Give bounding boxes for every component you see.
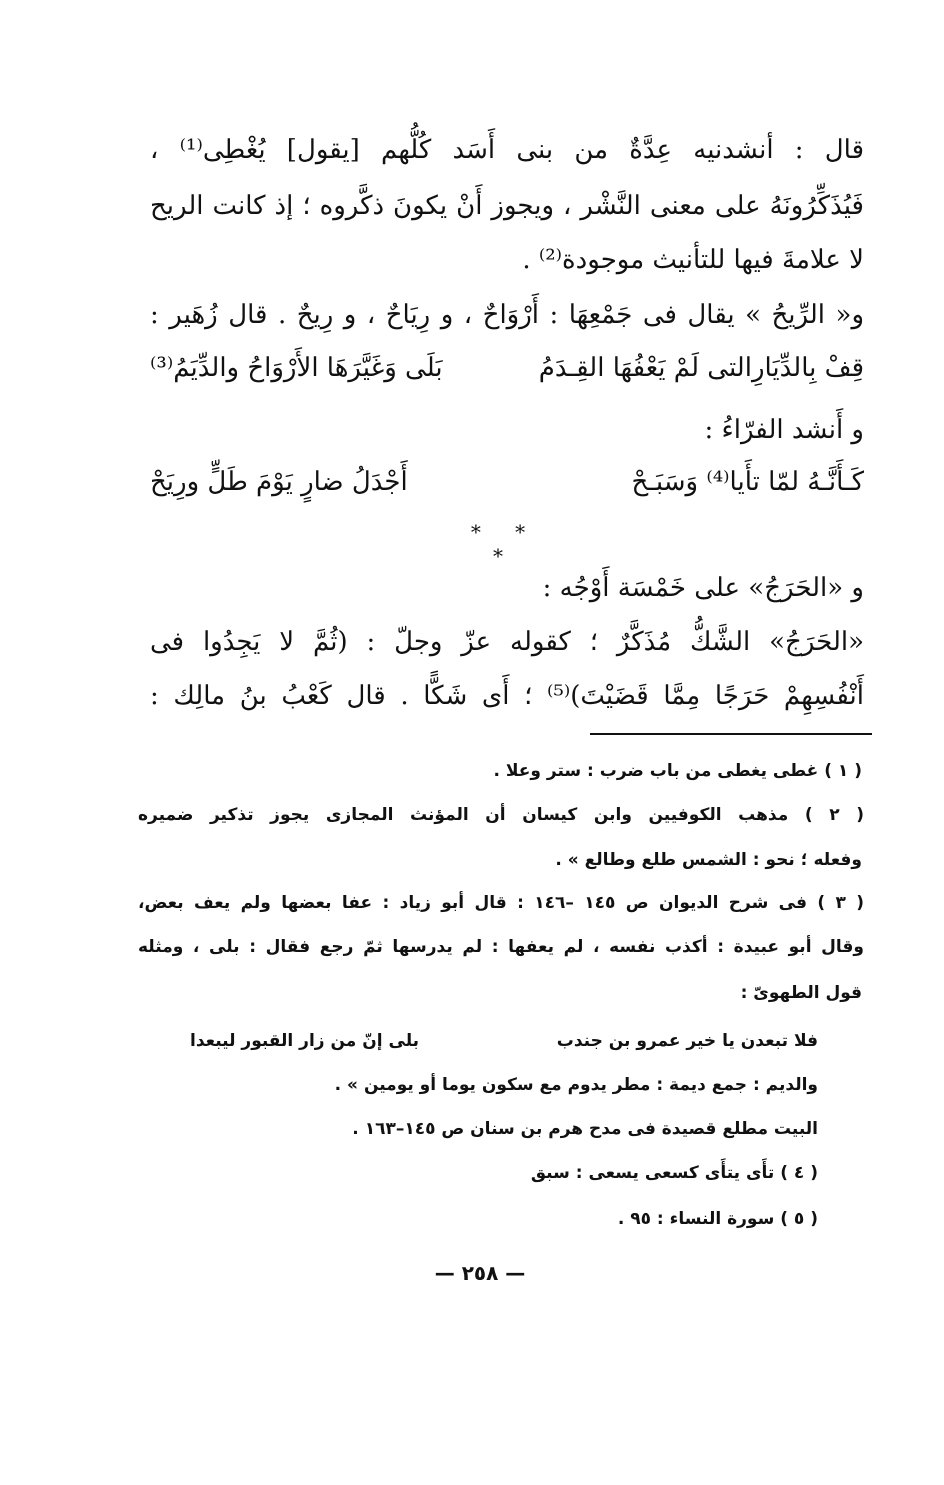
footnote-3-line: وقال أبو عبيدة : أكذب نفسه ، لم يعفها : لم يدرسها ثمّ رجع فقال : بلى ، ومثله <box>138 937 864 957</box>
footnote-5: ( ٥ ) سورة النساء : ٩٥ . <box>617 1209 818 1229</box>
footnote-3-line: والديم : جمع ديمة : مطر يدوم مع سكون يوما أو يومين » . <box>334 1075 818 1095</box>
body-line: و« الرِّيحُ » يقال فى جَمْعِهَا : أَرْوَاحٌ ، و رِيَاحٌ ، و رِيحٌ . قال زُهَير : <box>150 300 864 330</box>
body-line: قال : أنشدنيه عِدَّةٌ من بنى أَسَد كُلُّهم [يقول] يُغْطِى⁽¹⁾ ، <box>150 135 864 165</box>
body-line: و «الحَرَجُ» على خَمْسَة أَوْجُه : <box>542 573 864 603</box>
verse-hemistich-first: قِفْ بِالدِّيَارِالتى لَمْ يَعْفُهَا القِـدَمُ <box>538 353 864 383</box>
verse-hemistich-second: أَجْدَلُ ضارٍ يَوْمَ طَلٍّ ورِيَحْ <box>150 467 408 497</box>
verse-hemistich-first: كَـأَنَّـهُ لمّا تأَيا⁽⁴⁾ وَسَبَـحْ <box>631 467 864 497</box>
footnote-2-line: وفعله ؛ نحو : الشمس طلع وطالع » . <box>555 850 862 870</box>
footnote-verse-second: بلى إنّ من زار القبور ليبعدا <box>190 1031 420 1051</box>
footnote-verse-first: فلا تبعدن يا خير عمرو بن جندب <box>556 1031 818 1051</box>
verse-hemistich-second: بَلَى وَغَيَّرَهَا الأَرْوَاحُ والدِّيَمُ⁽³⁾ <box>150 353 443 383</box>
footnote-2-line: ( ٢ ) مذهب الكوفيين وابن كيسان أن المؤنث المجازى يجوز تذكير ضميره <box>138 805 864 825</box>
section-separator: * * * <box>470 520 540 568</box>
body-line: لا علامةَ فيها للتأنيث موجودة⁽²⁾ . <box>522 245 864 275</box>
footnote-rule <box>590 733 872 735</box>
footnote-1: ( ١ ) غطى يغطى من باب ضرب : ستر وعلا . <box>493 761 862 781</box>
footnote-4: ( ٤ ) تأَى يتأَى كسعى يسعى : سبق <box>530 1163 818 1183</box>
page-number: — ٢٥٨ — <box>434 1261 526 1285</box>
body-line: و أَنشد الفرّاءُ : <box>704 415 864 445</box>
body-line: فَيُذَكِّرُونَهُ على معنى النَّشْر ، ويجوز أَنْ يكونَ ذكَّروه ؛ إذ كانت الريح <box>150 191 864 221</box>
body-line: أَنْفُسِهِمْ حَرَجًا مِمَّا قَضَيْتَ)⁽⁵⁾ ؛ أَى شَكًّا . قال كَعْبُ بنُ مالِك : <box>150 681 865 711</box>
footnote-3-line: ( ٣ ) فى شرح الديوان ص ١٤٥ –١٤٦ : قال أبو زياد : عفا بعضها ولم يعف بعض، <box>138 893 864 913</box>
footnote-3-line: البيت مطلع قصيدة فى مدح هرم بن سنان ص ١٤٥–١٦٣ . <box>352 1119 818 1139</box>
footnote-3-line: قول الطهوىّ : <box>740 983 862 1003</box>
body-line: «الحَرَجُ» الشَّكُّ مُذَكَّرٌ ؛ كقوله عزّ وجلّ : (ثُمَّ لا يَجِدُوا فى <box>150 627 864 657</box>
